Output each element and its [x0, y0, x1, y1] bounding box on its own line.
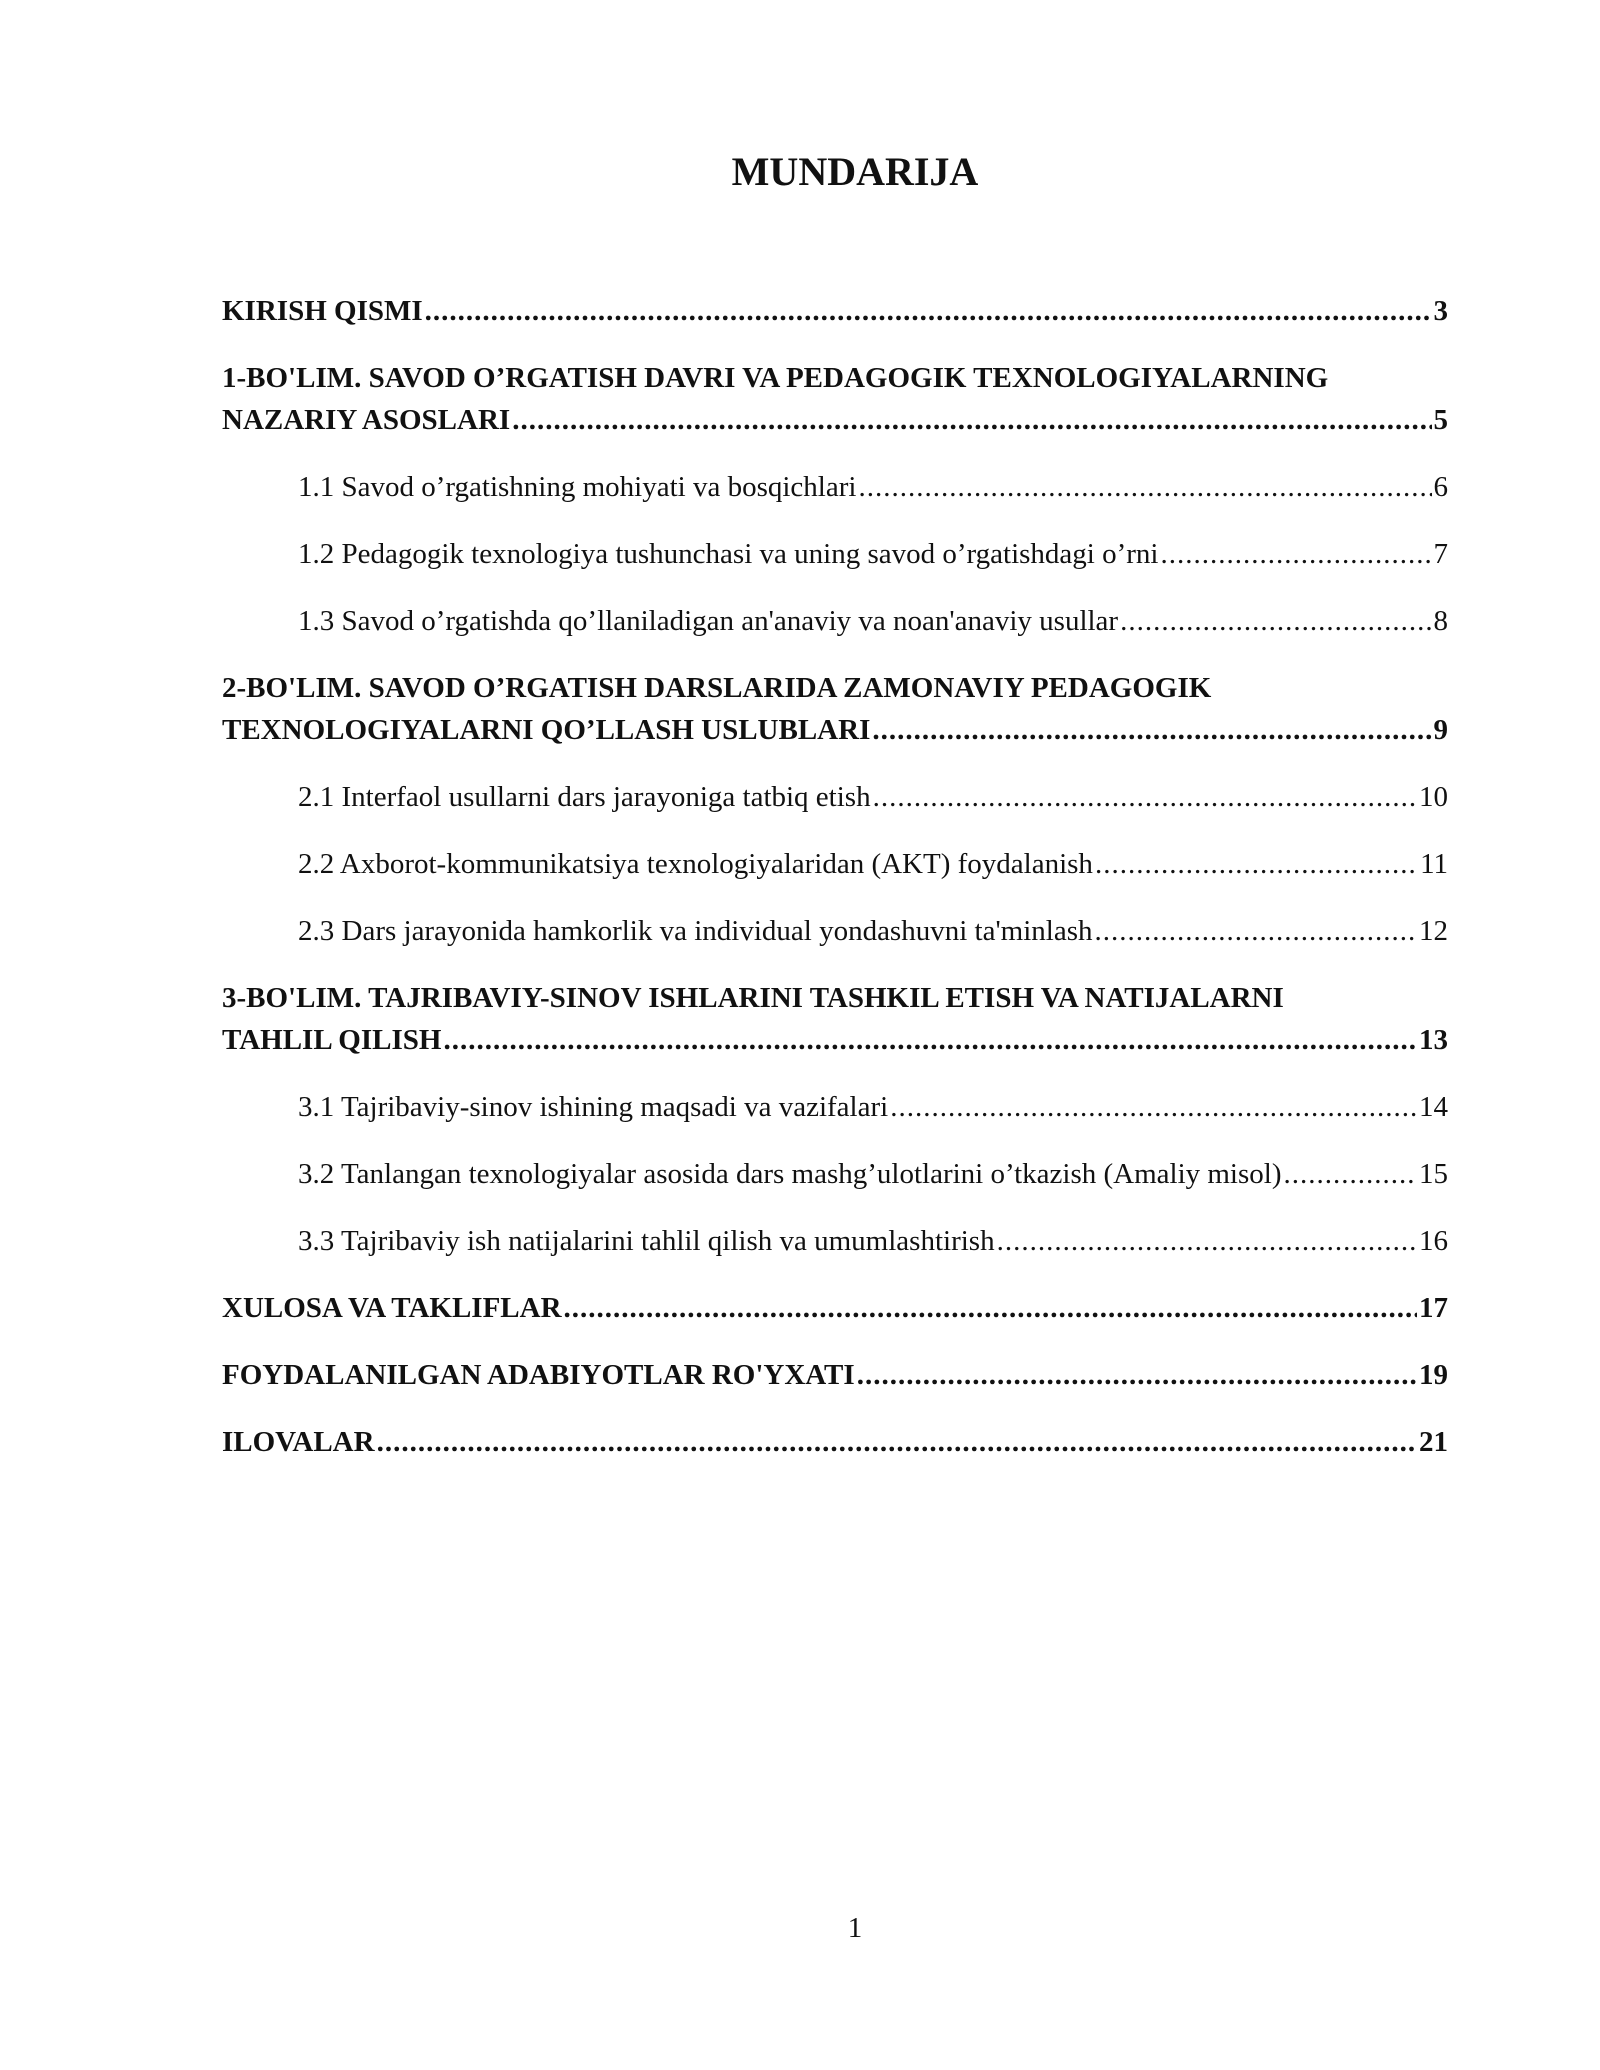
dot-leader	[443, 1019, 1417, 1061]
toc-entry-text	[222, 1421, 1448, 1463]
toc-entry-last-line	[298, 776, 1448, 818]
toc-entry-last-line	[222, 1354, 1448, 1396]
toc-entry-text	[298, 776, 1448, 818]
toc-entry-last-line	[222, 290, 1448, 332]
toc-entry-page-number: 11	[1420, 848, 1448, 880]
toc-entry-text	[298, 843, 1448, 885]
toc-subsection-entry[interactable]	[222, 533, 1448, 575]
dot-leader	[512, 399, 1431, 441]
toc-entry-page-number: 19	[1419, 1359, 1448, 1391]
dot-leader	[1095, 910, 1417, 952]
toc-section-entry[interactable]	[222, 1287, 1448, 1329]
page-number: 1	[847, 1912, 863, 1944]
toc-entry-title-line: ILOVALAR	[222, 1426, 375, 1458]
toc-entry-title-line: NAZARIY ASOSLARI	[222, 404, 511, 436]
toc-section-entry[interactable]	[222, 290, 1448, 332]
toc-subsection-entry[interactable]	[222, 466, 1448, 508]
toc-entry-title-line: KIRISH QISMI	[222, 295, 423, 327]
dot-leader	[997, 1220, 1417, 1262]
toc-entry-text	[222, 1287, 1448, 1329]
toc-entry-text	[298, 910, 1448, 952]
toc-entry-last-line	[222, 1019, 1448, 1061]
toc-entry-text	[222, 1354, 1448, 1396]
toc-entry-title-line: 2.2 Axborot-kommunikatsiya texnologiyalaridan (AKT) foydalanish	[298, 848, 1093, 880]
toc-entry-title-line: 1.1 Savod o’rgatishning mohiyati va bosqichlari	[298, 471, 857, 503]
toc-entry-title-line: TEXNOLOGIYALARNI QO’LLASH USLUBLARI	[222, 714, 871, 746]
toc-entry-text	[222, 977, 1448, 1061]
table-of-contents	[222, 290, 1448, 1488]
dot-leader	[425, 290, 1432, 332]
dot-leader	[1284, 1153, 1418, 1195]
toc-entry-title-line: 3.3 Tajribaviy ish natijalarini tahlil qilish va umumlashtirish	[298, 1225, 995, 1257]
toc-entry-last-line	[222, 1421, 1448, 1463]
dot-leader	[858, 466, 1431, 508]
toc-subsection-entry[interactable]	[222, 1220, 1448, 1262]
toc-section-entry[interactable]	[222, 977, 1448, 1061]
toc-entry-title-line: FOYDALANILGAN ADABIYOTLAR RO'YXATI	[222, 1359, 855, 1391]
toc-entry-last-line	[298, 1220, 1448, 1262]
dot-leader	[872, 709, 1431, 751]
toc-entry-title-line: 1.3 Savod o’rgatishda qo’llaniladigan an'anaviy va noan'anaviy usullar	[298, 605, 1119, 637]
toc-entry-page-number: 15	[1419, 1158, 1448, 1190]
toc-entry-title-line: 2.3 Dars jarayonida hamkorlik va individual yondashuvni ta'minlash	[298, 915, 1093, 947]
toc-entry-page-number: 17	[1419, 1292, 1448, 1324]
toc-subsection-entry[interactable]	[222, 776, 1448, 818]
toc-entry-page-number: 5	[1433, 404, 1448, 436]
toc-subsection-entry[interactable]	[222, 843, 1448, 885]
toc-entry-last-line	[298, 600, 1448, 642]
toc-subsection-entry[interactable]	[222, 600, 1448, 642]
toc-entry-text	[298, 533, 1448, 575]
toc-entry-page-number: 10	[1419, 781, 1448, 813]
toc-entry-title-line: XULOSA VA TAKLIFLAR	[222, 1292, 562, 1324]
dot-leader	[873, 776, 1417, 818]
toc-entry-last-line	[298, 533, 1448, 575]
toc-entry-text	[222, 357, 1448, 441]
toc-entry-title-line: 1.2 Pedagogik texnologiya tushunchasi va uning savod o’rgatishdagi o’rni	[298, 538, 1159, 570]
toc-entry-text	[298, 1086, 1448, 1128]
toc-entry-title-line: TAHLIL QILISH	[222, 1024, 442, 1056]
toc-entry-last-line	[298, 910, 1448, 952]
toc-entry-page-number: 6	[1433, 471, 1448, 503]
toc-entry-last-line	[222, 1287, 1448, 1329]
toc-entry-page-number: 8	[1433, 605, 1448, 637]
toc-entry-text	[298, 1153, 1448, 1195]
toc-section-entry[interactable]	[222, 1354, 1448, 1396]
toc-entry-title-line: 2.1 Interfaol usullarni dars jarayoniga tatbiq etish	[298, 781, 871, 813]
toc-subsection-entry[interactable]	[222, 1086, 1448, 1128]
toc-entry-last-line	[298, 466, 1448, 508]
toc-entry-title-line: 3.1 Tajribaviy-sinov ishining maqsadi va vazifalari	[298, 1091, 889, 1123]
toc-entry-last-line	[222, 399, 1448, 441]
toc-entry-page-number: 12	[1419, 915, 1448, 947]
toc-section-entry[interactable]	[222, 1421, 1448, 1463]
toc-subsection-entry[interactable]	[222, 1153, 1448, 1195]
toc-entry-title-line: 2-BO'LIM. SAVOD O’RGATISH DARSLARIDA ZAMONAVIY PEDAGOGIK	[222, 672, 1212, 704]
toc-entry-page-number: 7	[1433, 538, 1448, 570]
dot-leader	[1160, 533, 1431, 575]
toc-entry-last-line	[298, 1153, 1448, 1195]
dot-leader	[377, 1421, 1417, 1463]
dot-leader	[1120, 600, 1431, 642]
toc-entry-page-number: 13	[1419, 1024, 1448, 1056]
toc-entry-title-line: 1-BO'LIM. SAVOD O’RGATISH DAVRI VA PEDAGOGIK TEXNOLOGIYALARNING	[222, 362, 1329, 394]
toc-entry-last-line	[298, 843, 1448, 885]
toc-entry-page-number: 3	[1433, 295, 1448, 327]
toc-entry-text	[222, 290, 1448, 332]
toc-entry-page-number: 16	[1419, 1225, 1448, 1257]
toc-entry-text	[298, 600, 1448, 642]
toc-subsection-entry[interactable]	[222, 910, 1448, 952]
toc-entry-last-line	[298, 1086, 1448, 1128]
toc-entry-title-line: 3-BO'LIM. TAJRIBAVIY-SINOV ISHLARINI TASHKIL ETISH VA NATIJALARNI	[222, 982, 1284, 1014]
toc-entry-text	[298, 1220, 1448, 1262]
dot-leader	[890, 1086, 1417, 1128]
toc-entry-text	[298, 466, 1448, 508]
dot-leader	[857, 1354, 1417, 1396]
toc-section-entry[interactable]	[222, 667, 1448, 751]
toc-entry-page-number: 9	[1433, 714, 1448, 746]
dot-leader	[1095, 843, 1418, 885]
toc-entry-text	[222, 667, 1448, 751]
toc-entry-page-number: 21	[1419, 1426, 1448, 1458]
toc-section-entry[interactable]	[222, 357, 1448, 441]
dot-leader	[564, 1287, 1417, 1329]
toc-entry-last-line	[222, 709, 1448, 751]
page-title: MUNDARIJA	[731, 149, 979, 194]
toc-entry-title-line: 3.2 Tanlangan texnologiyalar asosida dars mashg’ulotlarini o’tkazish (Amaliy misol)	[298, 1158, 1282, 1190]
toc-entry-page-number: 14	[1419, 1091, 1448, 1123]
